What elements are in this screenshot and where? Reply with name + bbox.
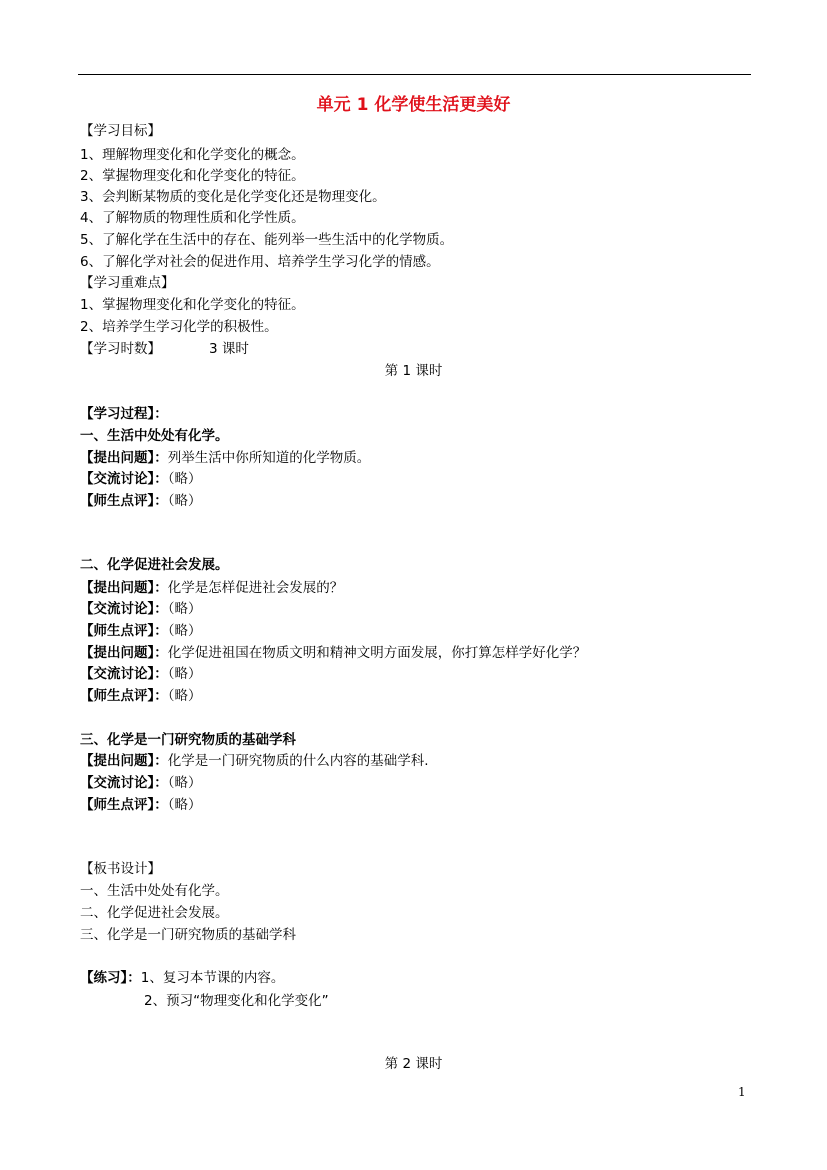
practice-item: 1、复习本节课的内容。: [140, 970, 285, 986]
qa-text: 化学促进祖国在物质文明和精神文明方面发展，你打算怎样学好化学？: [167, 645, 587, 661]
qa-line: [80, 469, 202, 489]
study-hours-label: 【学习时数】: [80, 341, 161, 357]
qa-text: （略）: [167, 493, 202, 509]
qa-line: [80, 751, 429, 771]
keypoints-heading: 【学习重难点】: [80, 275, 175, 291]
lesson-2-label: 第 2 课时: [384, 1056, 443, 1072]
qa-line: [80, 773, 202, 793]
qa-text: （略）: [167, 471, 202, 487]
qa-text: （略）: [167, 601, 202, 617]
board-item: 一、生活中处处有化学。: [80, 883, 229, 899]
objective-item: 1、理解物理变化和化学变化的概念。: [80, 147, 305, 163]
practice-item: 2、预习“物理变化和化学变化”: [144, 993, 329, 1009]
study-hours: [80, 339, 249, 359]
objective-item: 2、掌握物理变化和化学变化的特征。: [80, 168, 305, 184]
qa-text: （略）: [167, 623, 202, 639]
page-title: 单元 1 化学使生活更美好: [316, 95, 511, 115]
qa-text: （略）: [167, 666, 202, 682]
practice-line: [80, 968, 284, 988]
header-rule: [78, 74, 751, 75]
qa-line: [80, 599, 202, 619]
qa-tag: 【交流讨论】：: [80, 666, 168, 682]
qa-tag: 【师生点评】：: [80, 688, 168, 704]
section-heading: 三、化学是一门研究物质的基础学科: [80, 732, 296, 748]
qa-tag: 【师生点评】：: [80, 623, 168, 639]
qa-tag: 【师生点评】：: [80, 797, 168, 813]
qa-line: [80, 686, 202, 706]
objectives-heading: 【学习目标】: [80, 123, 161, 139]
qa-tag: 【师生点评】：: [80, 493, 168, 509]
qa-line: [80, 578, 343, 598]
section-heading: 二、化学促进社会发展。: [80, 557, 229, 573]
qa-line: [80, 664, 202, 684]
qa-text: 化学是怎样促进社会发展的？: [167, 580, 344, 596]
section-heading: 一、生活中处处有化学。: [80, 428, 229, 444]
lesson-1-label: 第 1 课时: [384, 363, 443, 379]
qa-line: [80, 448, 370, 468]
keypoint-item: 2、培养学生学习化学的积极性。: [80, 319, 278, 335]
qa-line: [80, 643, 586, 663]
qa-tag: 【交流讨论】：: [80, 775, 168, 791]
board-heading: 【板书设计】: [80, 861, 161, 877]
objective-item: 5、了解化学在生活中的存在、能列举一些生活中的化学物质。: [80, 232, 454, 248]
board-item: 三、化学是一门研究物质的基础学科: [80, 927, 296, 943]
objective-item: 3、会判断某物质的变化是化学变化还是物理变化。: [80, 189, 386, 205]
qa-text: （略）: [167, 688, 202, 704]
page-number: 1: [738, 1085, 746, 1099]
qa-line: [80, 491, 202, 511]
practice-tag: 【练习】：: [80, 970, 141, 986]
qa-text: （略）: [167, 797, 202, 813]
objective-item: 4、了解物质的物理性质和化学性质。: [80, 210, 305, 226]
qa-text: 列举生活中你所知道的化学物质。: [167, 450, 371, 466]
objective-item: 6、了解化学对社会的促进作用、培养学生学习化学的情感。: [80, 254, 440, 270]
study-hours-value: 3 课时: [209, 341, 249, 357]
qa-line: [80, 795, 202, 815]
qa-line: [80, 621, 202, 641]
qa-text: （略）: [167, 775, 202, 791]
qa-tag: 【提出问题】：: [80, 580, 168, 596]
keypoint-item: 1、掌握物理变化和化学变化的特征。: [80, 297, 305, 313]
qa-tag: 【交流讨论】：: [80, 471, 168, 487]
board-item: 二、化学促进社会发展。: [80, 905, 229, 921]
process-heading: 【学习过程】：: [80, 406, 168, 422]
qa-tag: 【交流讨论】：: [80, 601, 168, 617]
qa-text: 化学是一门研究物质的什么内容的基础学科.: [167, 753, 429, 769]
qa-tag: 【提出问题】：: [80, 753, 168, 769]
qa-tag: 【提出问题】：: [80, 450, 168, 466]
qa-tag: 【提出问题】：: [80, 645, 168, 661]
